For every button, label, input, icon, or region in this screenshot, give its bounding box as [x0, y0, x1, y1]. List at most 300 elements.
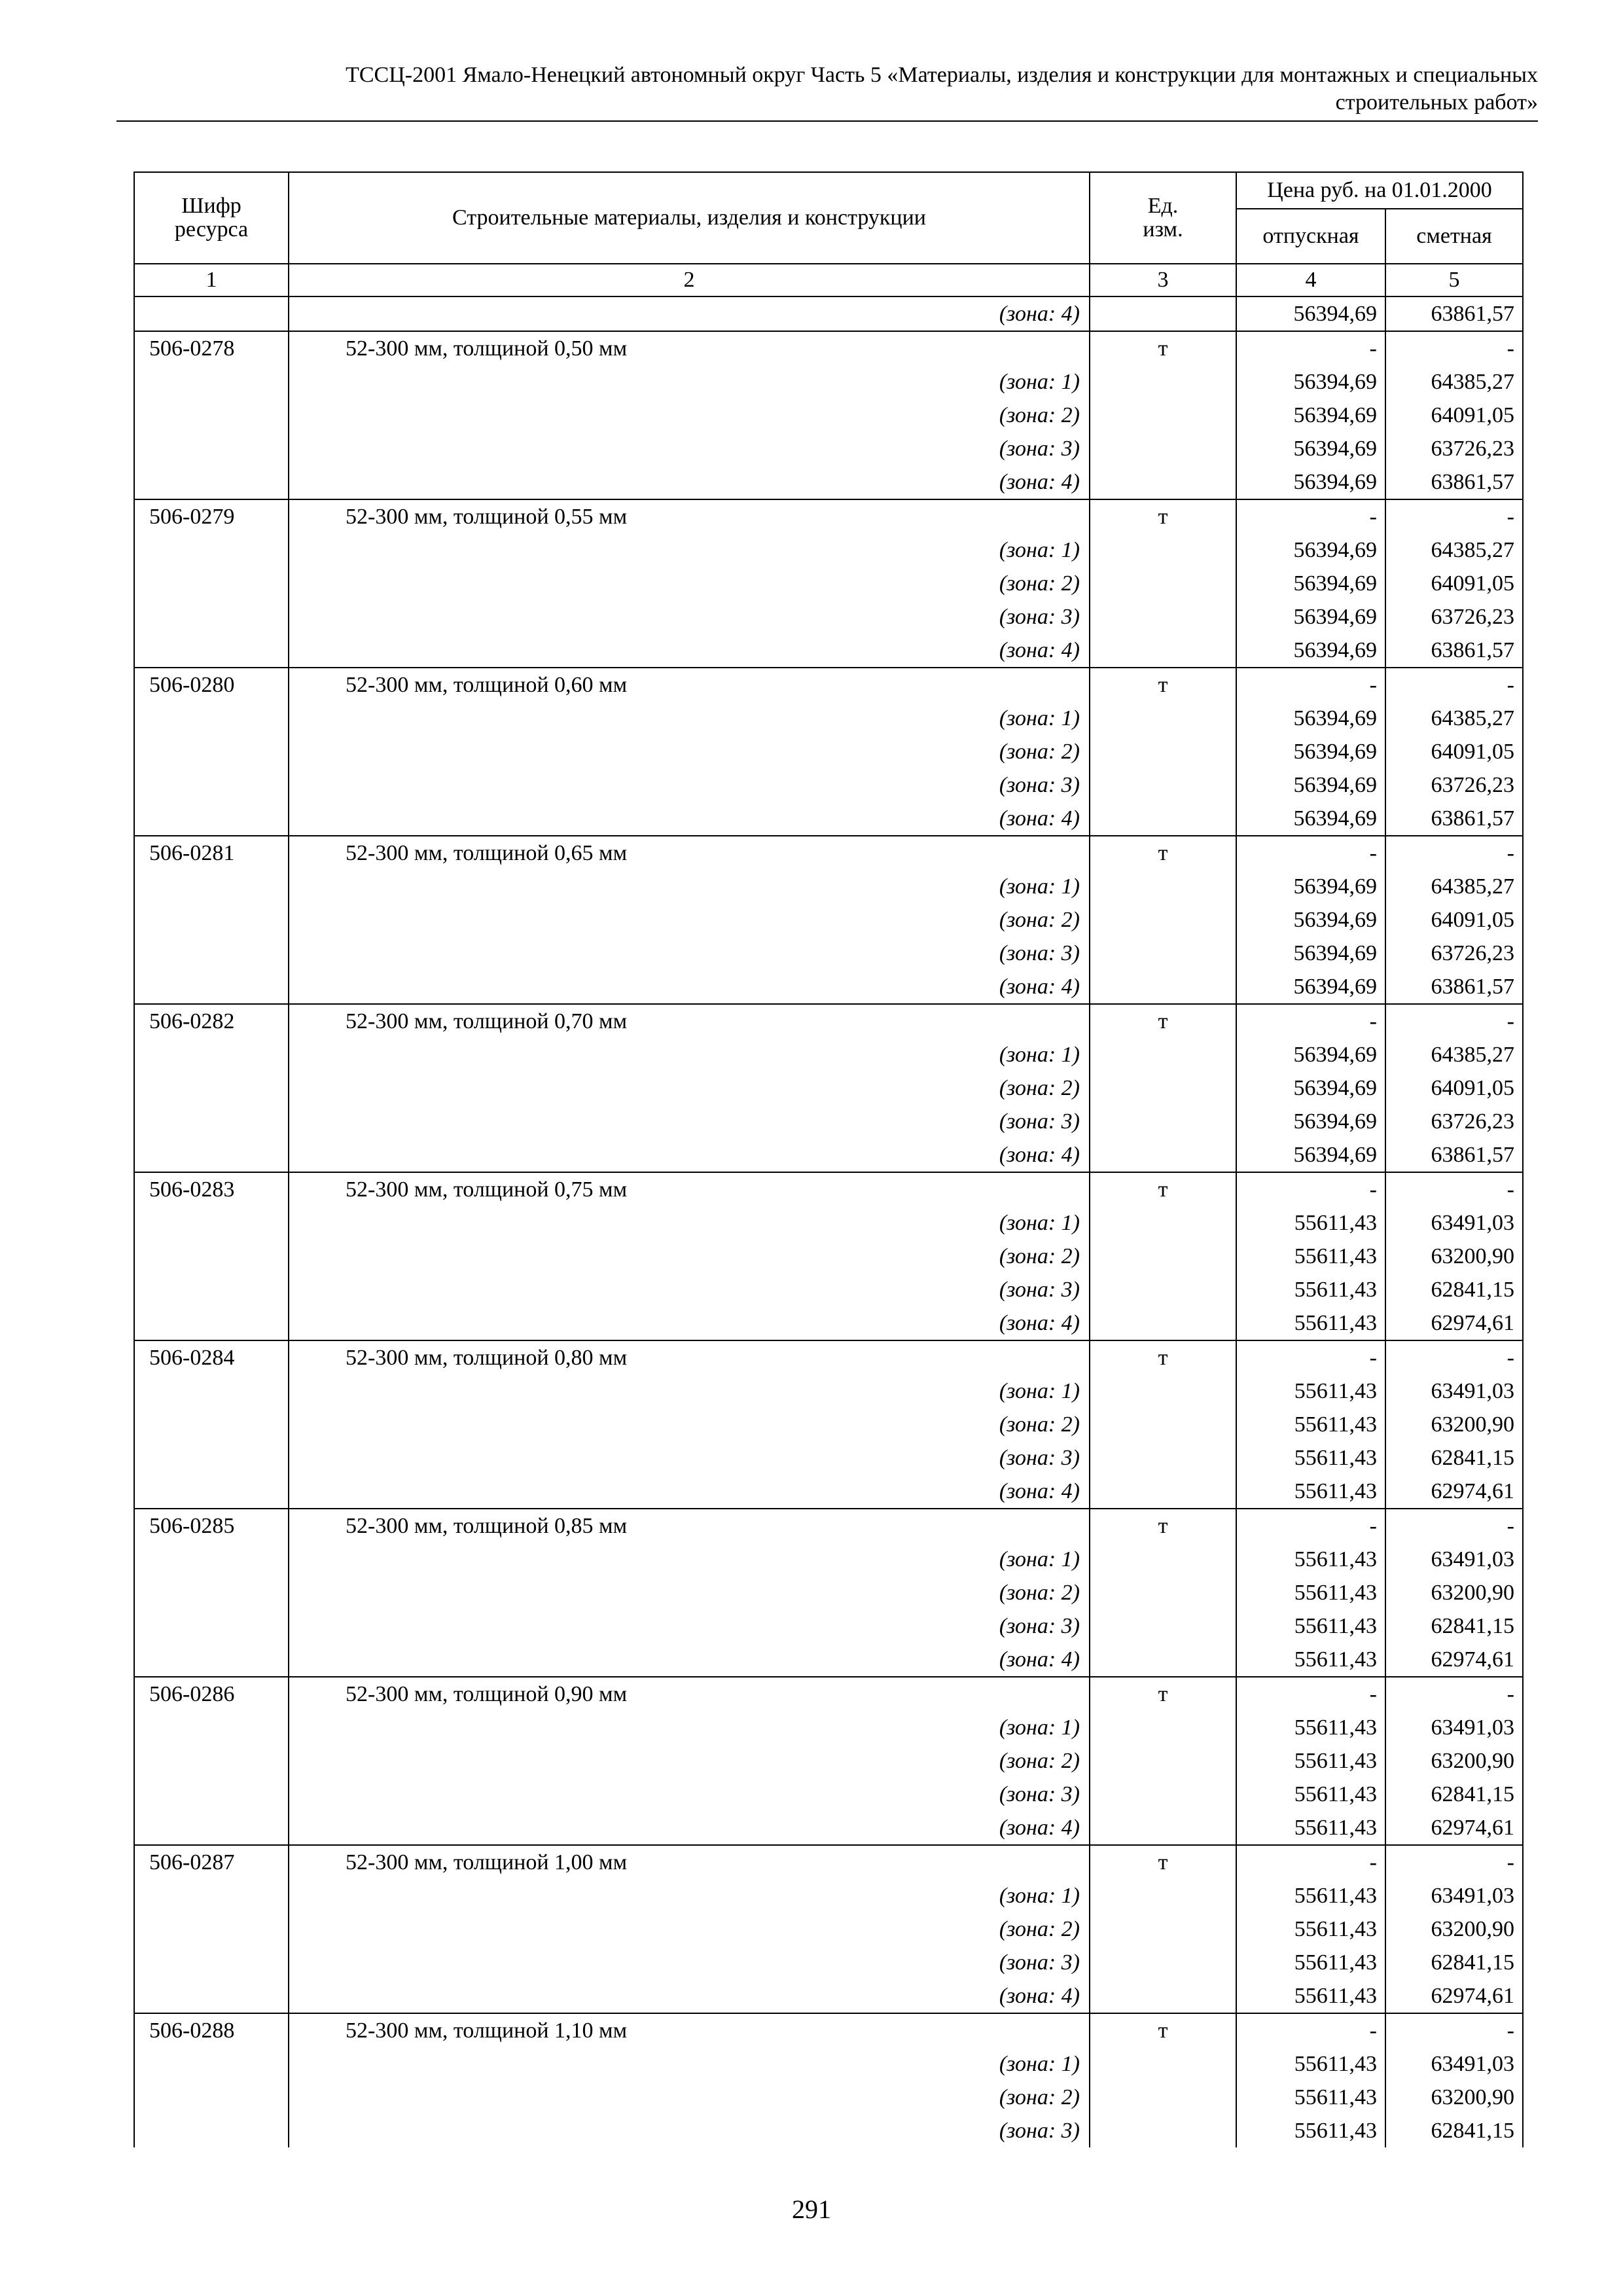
- resource-code-cell: [134, 1576, 289, 1609]
- release-price: 55611,43: [1236, 1240, 1385, 1273]
- estimate-price: 64385,27: [1385, 365, 1523, 399]
- zone-row: [134, 1138, 1523, 1172]
- zone-label: (зона: 3): [289, 937, 1090, 970]
- zone-row: [134, 634, 1523, 668]
- estimate-price: 63726,23: [1385, 768, 1523, 802]
- resource-code-cell: [134, 1273, 289, 1306]
- zone-row: [134, 2081, 1523, 2114]
- release-price: 56394,69: [1236, 296, 1385, 331]
- zone-label: (зона: 4): [289, 1811, 1090, 1845]
- zone-label: (зона: 3): [289, 1778, 1090, 1811]
- unit-of-measure: т: [1090, 1509, 1236, 1543]
- running-header-line-1: ТССЦ-2001 Ямало-Ненецкий автономный округ Часть 5 «Материалы, изделия и конструкции для монтажных и специальных: [346, 63, 1538, 87]
- estimate-price: -: [1385, 1509, 1523, 1543]
- release-price: 55611,43: [1236, 1811, 1385, 1845]
- resource-code-cell: [134, 1374, 289, 1408]
- col-header-unit: Ед. изм.: [1090, 172, 1236, 264]
- unit-cell: [1090, 2081, 1236, 2114]
- release-price: 56394,69: [1236, 365, 1385, 399]
- zone-row: [134, 600, 1523, 634]
- release-price: -: [1236, 1845, 1385, 1879]
- estimate-price: -: [1385, 1677, 1523, 1711]
- col-header-price-group: Цена руб. на 01.01.2000: [1236, 172, 1523, 209]
- estimate-price: -: [1385, 2013, 1523, 2047]
- estimate-price: 63726,23: [1385, 432, 1523, 465]
- release-price: -: [1236, 499, 1385, 533]
- resource-code: 506-0279: [134, 499, 289, 533]
- resource-code: 506-0285: [134, 1509, 289, 1543]
- release-price: 55611,43: [1236, 1879, 1385, 1912]
- header-rule: [116, 120, 1538, 122]
- unit-cell: [1090, 365, 1236, 399]
- zone-label: (зона: 1): [289, 1879, 1090, 1912]
- release-price: 55611,43: [1236, 1609, 1385, 1643]
- estimate-price: 62841,15: [1385, 1778, 1523, 1811]
- table-row: [134, 331, 1523, 365]
- resource-code-cell: [134, 1071, 289, 1105]
- unit-of-measure: т: [1090, 331, 1236, 365]
- resource-code-cell: [134, 1879, 289, 1912]
- unit-cell: [1090, 600, 1236, 634]
- table-row: [134, 2013, 1523, 2047]
- zone-label: (зона: 2): [289, 399, 1090, 432]
- col-number-3: 3: [1090, 264, 1236, 296]
- unit-cell: [1090, 802, 1236, 836]
- zone-row: [134, 1912, 1523, 1946]
- resource-code-cell: [134, 1038, 289, 1071]
- release-price: 55611,43: [1236, 1374, 1385, 1408]
- zone-label: (зона: 4): [289, 296, 1090, 331]
- unit-cell: [1090, 1946, 1236, 1979]
- zone-label: (зона: 2): [289, 567, 1090, 600]
- zone-row: [134, 768, 1523, 802]
- estimate-price: 63861,57: [1385, 1138, 1523, 1172]
- zone-label: (зона: 3): [289, 432, 1090, 465]
- resource-code-cell: [134, 1946, 289, 1979]
- unit-cell: [1090, 533, 1236, 567]
- resource-code: 506-0278: [134, 331, 289, 365]
- release-price: 55611,43: [1236, 1643, 1385, 1677]
- zone-label: (зона: 1): [289, 870, 1090, 903]
- zone-label: (зона: 3): [289, 600, 1090, 634]
- zone-label: (зона: 1): [289, 533, 1090, 567]
- zone-label: (зона: 3): [289, 1105, 1090, 1138]
- release-price: 55611,43: [1236, 1912, 1385, 1946]
- material-name: 52-300 мм, толщиной 0,55 мм: [289, 499, 1090, 533]
- resource-code-cell: [134, 634, 289, 668]
- unit-of-measure: т: [1090, 499, 1236, 533]
- table-head: [134, 172, 1523, 296]
- table-body: [134, 296, 1523, 2147]
- zone-label: (зона: 1): [289, 365, 1090, 399]
- estimate-price: 62841,15: [1385, 2114, 1523, 2147]
- resource-code: 506-0286: [134, 1677, 289, 1711]
- estimate-price: 64091,05: [1385, 399, 1523, 432]
- resource-code-cell: [134, 600, 289, 634]
- zone-row: [134, 567, 1523, 600]
- release-price: 55611,43: [1236, 1475, 1385, 1509]
- zone-row: [134, 802, 1523, 836]
- unit-cell: [1090, 1576, 1236, 1609]
- zone-row: [134, 2114, 1523, 2147]
- zone-row: [134, 1441, 1523, 1475]
- unit-of-measure: т: [1090, 1340, 1236, 1374]
- unit-cell: [1090, 2114, 1236, 2147]
- resource-code-cell: [134, 937, 289, 970]
- zone-label: (зона: 1): [289, 1374, 1090, 1408]
- resource-code-cell: [134, 365, 289, 399]
- zone-label: (зона: 2): [289, 735, 1090, 768]
- estimate-price: 62974,61: [1385, 1475, 1523, 1509]
- zone-row: [134, 1038, 1523, 1071]
- zone-row: [134, 465, 1523, 499]
- resource-code-cell: [134, 1408, 289, 1441]
- estimate-price: 62974,61: [1385, 1643, 1523, 1677]
- zone-label: (зона: 3): [289, 1609, 1090, 1643]
- unit-cell: [1090, 399, 1236, 432]
- unit-of-measure: т: [1090, 2013, 1236, 2047]
- col-header-name: Строительные материалы, изделия и конструкции: [289, 172, 1090, 264]
- table-row: [134, 1172, 1523, 1206]
- release-price: 56394,69: [1236, 970, 1385, 1004]
- release-price: 56394,69: [1236, 937, 1385, 970]
- resource-code-cell: [134, 296, 289, 331]
- zone-label: (зона: 4): [289, 1475, 1090, 1509]
- zone-row: [134, 937, 1523, 970]
- zone-label: (зона: 1): [289, 1543, 1090, 1576]
- release-price: 55611,43: [1236, 1576, 1385, 1609]
- resource-code-cell: [134, 1240, 289, 1273]
- estimate-price: 63200,90: [1385, 1744, 1523, 1778]
- zone-row: [134, 1609, 1523, 1643]
- estimate-price: 62841,15: [1385, 1273, 1523, 1306]
- unit-cell: [1090, 1441, 1236, 1475]
- unit-cell: [1090, 1744, 1236, 1778]
- estimate-price: 64385,27: [1385, 702, 1523, 735]
- resource-code-cell: [134, 567, 289, 600]
- zone-row: [134, 1879, 1523, 1912]
- unit-cell: [1090, 903, 1236, 937]
- release-price: 55611,43: [1236, 1441, 1385, 1475]
- col-number-5: 5: [1385, 264, 1523, 296]
- unit-cell: [1090, 1138, 1236, 1172]
- release-price: 56394,69: [1236, 1071, 1385, 1105]
- zone-label: (зона: 2): [289, 903, 1090, 937]
- release-price: 55611,43: [1236, 2114, 1385, 2147]
- release-price: -: [1236, 331, 1385, 365]
- material-name: 52-300 мм, толщиной 1,10 мм: [289, 2013, 1090, 2047]
- zone-label: (зона: 4): [289, 970, 1090, 1004]
- estimate-price: -: [1385, 836, 1523, 870]
- zone-label: (зона: 1): [289, 1038, 1090, 1071]
- unit-cell: [1090, 1643, 1236, 1677]
- resource-code: 506-0284: [134, 1340, 289, 1374]
- zone-row: [134, 1273, 1523, 1306]
- zone-label: (зона: 1): [289, 1711, 1090, 1744]
- unit-cell: [1090, 1206, 1236, 1240]
- release-price: 56394,69: [1236, 1105, 1385, 1138]
- release-price: 55611,43: [1236, 1744, 1385, 1778]
- material-name: 52-300 мм, толщиной 0,70 мм: [289, 1004, 1090, 1038]
- estimate-price: -: [1385, 1172, 1523, 1206]
- zone-row: [134, 1576, 1523, 1609]
- estimate-price: 63861,57: [1385, 970, 1523, 1004]
- estimate-price: 62974,61: [1385, 1979, 1523, 2013]
- resource-code: 506-0283: [134, 1172, 289, 1206]
- zone-label: (зона: 2): [289, 1912, 1090, 1946]
- release-price: -: [1236, 1172, 1385, 1206]
- release-price: 55611,43: [1236, 1206, 1385, 1240]
- estimate-price: 62841,15: [1385, 1441, 1523, 1475]
- zone-label: (зона: 1): [289, 1206, 1090, 1240]
- unit-cell: [1090, 1273, 1236, 1306]
- zone-row: [134, 1979, 1523, 2013]
- zone-row: [134, 296, 1523, 331]
- estimate-price: 63861,57: [1385, 802, 1523, 836]
- resource-code-cell: [134, 1778, 289, 1811]
- estimate-price: 62841,15: [1385, 1946, 1523, 1979]
- zone-label: (зона: 2): [289, 1408, 1090, 1441]
- zone-label: (зона: 3): [289, 1441, 1090, 1475]
- resource-code-cell: [134, 1306, 289, 1340]
- zone-row: [134, 365, 1523, 399]
- zone-row: [134, 1946, 1523, 1979]
- zone-row: [134, 735, 1523, 768]
- zone-row: [134, 1240, 1523, 1273]
- estimate-price: 62974,61: [1385, 1811, 1523, 1845]
- release-price: -: [1236, 2013, 1385, 2047]
- resource-code-cell: [134, 702, 289, 735]
- release-price: -: [1236, 1004, 1385, 1038]
- estimate-price: -: [1385, 331, 1523, 365]
- table-row: [134, 1340, 1523, 1374]
- unit-cell: [1090, 1609, 1236, 1643]
- release-price: 56394,69: [1236, 600, 1385, 634]
- unit-cell: [1090, 937, 1236, 970]
- col-number-1: 1: [134, 264, 289, 296]
- release-price: 56394,69: [1236, 465, 1385, 499]
- resource-code-cell: [134, 1206, 289, 1240]
- zone-row: [134, 1206, 1523, 1240]
- page-number: 291: [792, 2195, 831, 2224]
- resource-code-cell: [134, 1441, 289, 1475]
- resource-code-cell: [134, 768, 289, 802]
- release-price: 56394,69: [1236, 768, 1385, 802]
- material-name: 52-300 мм, толщиной 1,00 мм: [289, 1845, 1090, 1879]
- unit-cell: [1090, 735, 1236, 768]
- unit-cell: [1090, 1071, 1236, 1105]
- unit-cell: [1090, 432, 1236, 465]
- zone-label: (зона: 3): [289, 1946, 1090, 1979]
- estimate-price: 63491,03: [1385, 1711, 1523, 1744]
- zone-row: [134, 1475, 1523, 1509]
- estimate-price: 64385,27: [1385, 870, 1523, 903]
- estimate-price: 63200,90: [1385, 1408, 1523, 1441]
- zone-row: [134, 1543, 1523, 1576]
- running-header-line-2: строительных работ»: [1335, 90, 1538, 115]
- resource-code-cell: [134, 1711, 289, 1744]
- zone-row: [134, 1643, 1523, 1677]
- col-header-code: Шифр ресурса: [134, 172, 289, 264]
- resource-code-cell: [134, 533, 289, 567]
- resource-code-cell: [134, 1912, 289, 1946]
- unit-of-measure: т: [1090, 836, 1236, 870]
- estimate-price: 64091,05: [1385, 567, 1523, 600]
- release-price: 56394,69: [1236, 634, 1385, 668]
- estimate-price: -: [1385, 1340, 1523, 1374]
- release-price: 55611,43: [1236, 2047, 1385, 2081]
- resource-code-cell: [134, 432, 289, 465]
- zone-label: (зона: 4): [289, 634, 1090, 668]
- unit-cell: [1090, 870, 1236, 903]
- unit-cell: [1090, 465, 1236, 499]
- unit-cell: [1090, 1306, 1236, 1340]
- resource-code: 506-0287: [134, 1845, 289, 1879]
- estimate-price: -: [1385, 1004, 1523, 1038]
- zone-row: [134, 399, 1523, 432]
- estimate-price: 64091,05: [1385, 903, 1523, 937]
- zone-row: [134, 432, 1523, 465]
- material-name: 52-300 мм, толщиной 0,65 мм: [289, 836, 1090, 870]
- release-price: 56394,69: [1236, 702, 1385, 735]
- resource-code: 506-0281: [134, 836, 289, 870]
- zone-row: [134, 1744, 1523, 1778]
- zone-label: (зона: 3): [289, 1273, 1090, 1306]
- estimate-price: -: [1385, 499, 1523, 533]
- unit-cell: [1090, 1778, 1236, 1811]
- release-price: 55611,43: [1236, 1979, 1385, 2013]
- col-header-estimate-price: сметная: [1385, 209, 1523, 264]
- estimate-price: -: [1385, 1845, 1523, 1879]
- release-price: 56394,69: [1236, 432, 1385, 465]
- resource-code: 506-0280: [134, 668, 289, 702]
- zone-row: [134, 1711, 1523, 1744]
- material-name: 52-300 мм, толщиной 0,90 мм: [289, 1677, 1090, 1711]
- estimate-price: 64091,05: [1385, 1071, 1523, 1105]
- zone-row: [134, 1811, 1523, 1845]
- resource-code-cell: [134, 2114, 289, 2147]
- estimate-price: 63726,23: [1385, 1105, 1523, 1138]
- release-price: -: [1236, 1509, 1385, 1543]
- unit-of-measure: т: [1090, 668, 1236, 702]
- estimate-price: 63491,03: [1385, 1206, 1523, 1240]
- release-price: 56394,69: [1236, 567, 1385, 600]
- unit-cell: [1090, 702, 1236, 735]
- release-price: 55611,43: [1236, 1711, 1385, 1744]
- table-row: [134, 499, 1523, 533]
- estimate-price: 63491,03: [1385, 2047, 1523, 2081]
- estimate-price: 64385,27: [1385, 533, 1523, 567]
- unit-cell: [1090, 2047, 1236, 2081]
- zone-row: [134, 870, 1523, 903]
- release-price: 55611,43: [1236, 2081, 1385, 2114]
- resource-code-cell: [134, 1979, 289, 2013]
- resource-code-cell: [134, 2081, 289, 2114]
- zone-row: [134, 903, 1523, 937]
- unit-cell: [1090, 1912, 1236, 1946]
- release-price: -: [1236, 836, 1385, 870]
- col-header-release-price: отпускная: [1236, 209, 1385, 264]
- zone-label: (зона: 4): [289, 802, 1090, 836]
- zone-row: [134, 702, 1523, 735]
- release-price: 56394,69: [1236, 903, 1385, 937]
- unit-cell: [1090, 1408, 1236, 1441]
- resource-code-cell: [134, 1105, 289, 1138]
- material-name: 52-300 мм, толщиной 0,75 мм: [289, 1172, 1090, 1206]
- estimate-price: 64091,05: [1385, 735, 1523, 768]
- estimate-price: 63491,03: [1385, 1543, 1523, 1576]
- resource-code-cell: [134, 2047, 289, 2081]
- release-price: 55611,43: [1236, 1543, 1385, 1576]
- unit-cell: [1090, 1711, 1236, 1744]
- unit-cell: [1090, 1240, 1236, 1273]
- release-price: 56394,69: [1236, 399, 1385, 432]
- resource-code-cell: [134, 1609, 289, 1643]
- estimate-price: 62974,61: [1385, 1306, 1523, 1340]
- release-price: 56394,69: [1236, 1138, 1385, 1172]
- resource-code-cell: [134, 465, 289, 499]
- release-price: -: [1236, 1677, 1385, 1711]
- resource-code: 506-0288: [134, 2013, 289, 2047]
- release-price: 55611,43: [1236, 1408, 1385, 1441]
- zone-row: [134, 1306, 1523, 1340]
- unit-cell: [1090, 1543, 1236, 1576]
- table-row: [134, 668, 1523, 702]
- release-price: 55611,43: [1236, 1778, 1385, 1811]
- unit-cell: [1090, 567, 1236, 600]
- zone-row: [134, 1408, 1523, 1441]
- zone-row: [134, 533, 1523, 567]
- estimate-price: 63200,90: [1385, 1576, 1523, 1609]
- release-price: 56394,69: [1236, 735, 1385, 768]
- unit-cell: [1090, 768, 1236, 802]
- resource-code-cell: [134, 399, 289, 432]
- resource-code-cell: [134, 1138, 289, 1172]
- release-price: 55611,43: [1236, 1273, 1385, 1306]
- col-number-2: 2: [289, 264, 1090, 296]
- release-price: 55611,43: [1236, 1946, 1385, 1979]
- material-name: 52-300 мм, толщиной 0,85 мм: [289, 1509, 1090, 1543]
- unit-cell: [1090, 1811, 1236, 1845]
- unit-of-measure: т: [1090, 1004, 1236, 1038]
- material-name: 52-300 мм, толщиной 0,80 мм: [289, 1340, 1090, 1374]
- zone-label: (зона: 2): [289, 1576, 1090, 1609]
- material-name: 52-300 мм, толщиной 0,50 мм: [289, 331, 1090, 365]
- unit-cell: [1090, 1475, 1236, 1509]
- table-row: [134, 1509, 1523, 1543]
- resource-code-cell: [134, 735, 289, 768]
- resource-code-cell: [134, 970, 289, 1004]
- table-row: [134, 1004, 1523, 1038]
- estimate-price: 64385,27: [1385, 1038, 1523, 1071]
- table-row: [134, 1845, 1523, 1879]
- resource-code-cell: [134, 1543, 289, 1576]
- unit-of-measure: т: [1090, 1677, 1236, 1711]
- zone-row: [134, 1071, 1523, 1105]
- zone-row: [134, 2047, 1523, 2081]
- estimate-price: 63726,23: [1385, 600, 1523, 634]
- release-price: 55611,43: [1236, 1306, 1385, 1340]
- table-row: [134, 1677, 1523, 1711]
- resource-code-cell: [134, 1475, 289, 1509]
- zone-label: (зона: 2): [289, 1071, 1090, 1105]
- column-number-row: [134, 264, 1523, 296]
- zone-label: (зона: 4): [289, 465, 1090, 499]
- release-price: 56394,69: [1236, 533, 1385, 567]
- resource-code-cell: [134, 802, 289, 836]
- estimate-price: 63491,03: [1385, 1374, 1523, 1408]
- zone-row: [134, 1374, 1523, 1408]
